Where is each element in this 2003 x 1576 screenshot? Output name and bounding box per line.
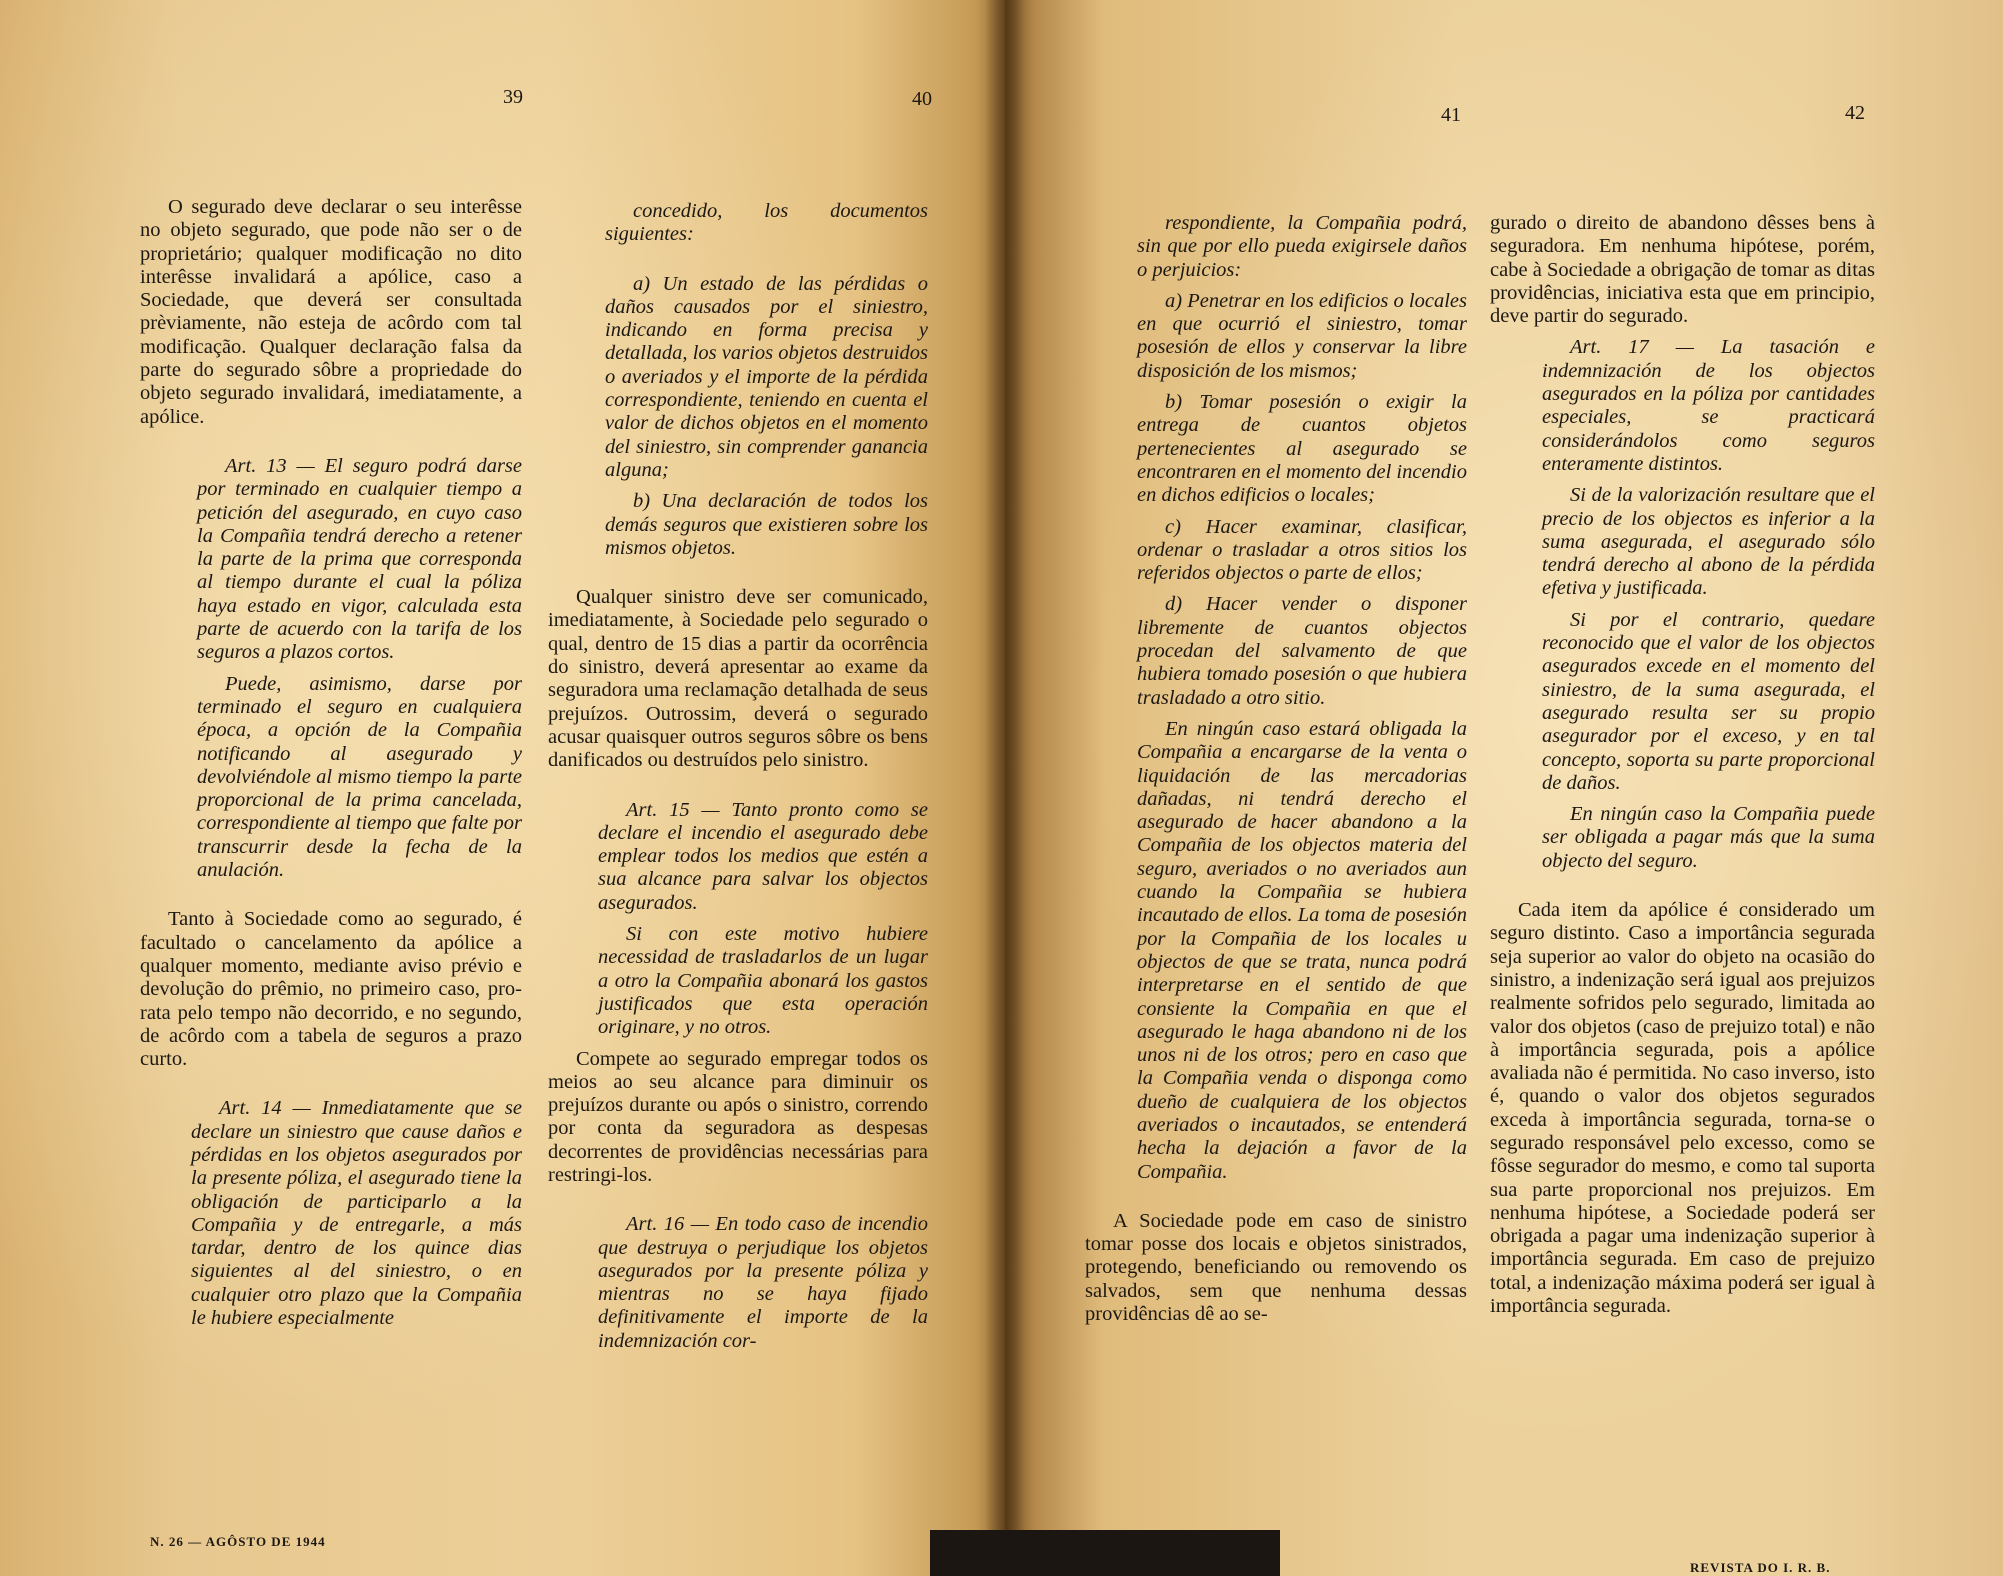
article-16: Art. 16 — En todo caso de incendio que destruya o perjudique los objetos asegurados por la presente póliza y mientras no se haya fijado definitivamente el importe de la indemnización cor- [598, 1213, 928, 1352]
paragraph: Tanto à Sociedade como ao segurado, é facultado o cancelamento da apólice a qualquer momento, mediante aviso prévio e devolução do prêmio, no primeiro caso, pro-rata pelo tempo não decorrido, e no segundo, de acôrdo com a tabela de seguros a prazo curto. [140, 908, 522, 1071]
item-b: b) Una declaración de todos los demás seguros que existieren sobre los mismos objetos. [605, 490, 928, 559]
column-page-42 [1490, 212, 1875, 1326]
paragraph: Qualquer sinistro deve ser comunicado, imediatamente, à Sociedade pelo segurado o qual, dentro de 15 dias a partir da ocorrência do sinistro, deverá apresentar ao exame da seguradora uma reclamação detalhada de seus prejuízos. Outrossim, deverá o segurado acusar quaisquer outros seguros sôbre os bens danificados ou destruídos pelo sinistro. [548, 586, 928, 772]
article-17: Art. 17 — La tasación e indemnización de los objectos asegurados en la póliza por cantidades especiales, se practicará considerándolos como seguros enteramente distintos. [1542, 336, 1875, 475]
paragraph-es: Si de la valorización resultare que el precio de los objectos es inferior a la suma asegurada, el asegurado sólo tendrá derecho al abono de la pérdida efetiva y justificada. [1542, 484, 1875, 600]
spine-shadow [930, 1530, 1280, 1576]
item-c: c) Hacer examinar, clasificar, ordenar o trasladar a otros sitios los referidos objectos o parte de ellos; [1137, 515, 1467, 585]
paragraph-es: En ningún caso estará obligada la Compañia a encargarse de la venta o liquidación de las mercadorias dañadas, ni tendrá derecho el asegurado de hacer abandono a la Compañia de los objectos materia del seguro, averiados o no averiados aun cuando la Compañia se hubiera incautado de ellos. La toma de posesión por la Compañia de los locales u objectos de que se trata, nunca podrá interpretarse en el sentido de que consiente la Compañia en que el asegurado le haga abandono ni de los unos ni de los otros; pero en caso que la Compañia venda o disponga como dueño de cualquiera de los objectos averiados o incautados, se entenderá hecha la dejación a favor de la Compañia. [1137, 717, 1467, 1183]
column-page-39 [140, 196, 522, 1338]
item-d: d) Hacer vender o disponer libremente de cuantos objectos procedan del salvamento de que hubiera tomado posesión o que hubiera trasladado a otro sitio. [1137, 593, 1467, 709]
footer-journal: REVISTA DO I. R. B. [1690, 1560, 1831, 1575]
gutter-shadow [985, 0, 1025, 1576]
paragraph: gurado o direito de abandono dêsses bens à seguradora. Em nenhuma hipótese, porém, cabe à Sociedade a obrigação de tomar as ditas providências, iniciativa esta que em principio, deve partir do segurado. [1490, 212, 1875, 328]
paragraph-es: Puede, asimismo, darse por terminado el seguro en cualquiera época, a opción de la Compañia notificando al asegurado y devolviéndole al mismo tiempo la parte proporcional de la prima cancelada, correspondiente al tiempo que falte por transcurrir desde la fecha de la anulación. [197, 672, 522, 882]
paragraph-es: respondiente, la Compañia podrá, sin que por ello pueda exigirsele daños o perjuicios: [1137, 212, 1467, 281]
page-number-40: 40 [912, 88, 932, 110]
column-page-41 [1085, 212, 1467, 1334]
page-number-41: 41 [1441, 104, 1461, 126]
column-page-40 [548, 200, 928, 1361]
paragraph-es: Si con este motivo hubiere necessidad de trasladarlos de un lugar a otro la Compañia abonará los gastos justificados que esta operación originare, y no otros. [598, 923, 928, 1039]
paragraph: A Sociedade pode em caso de sinistro tomar posse dos locais e objetos sinistrados, protegendo, beneficiando ou removendo os salvados, sem que nenhuma dessas providências dê ao se- [1085, 1209, 1467, 1326]
paragraph-es: concedido, los documentos siguientes: [605, 200, 928, 246]
item-b: b) Tomar posesión o exigir la entrega de cuantos objetos pertenecientes al asegurado se encontraren en el momento del incendio en dichos edificios o locales; [1137, 391, 1467, 507]
footer-issue: N. 26 — AGÔSTO DE 1944 [150, 1534, 326, 1549]
item-a: a) Un estado de las pérdidas o daños causados por el siniestro, indicando en forma precisa y detallada, los varios objetos destruidos o averiados y el importe de la pérdida correspondiente, teniendo en cuenta el valor de dichos objetos en el momento del siniestro, sin comprender ganancia alguna; [605, 272, 928, 481]
item-a: a) Penetrar en los edificios o locales en que ocurrió el siniestro, tomar posesión de ellos y conservar la libre disposición de los mismos; [1137, 289, 1467, 382]
article-13: Art. 13 — El seguro podrá darse por terminado en cualquier tiempo a petición del asegurado, en cuyo caso la Compañia tendrá derecho a retener la parte de la prima que corresponda al tiempo durante el cual la póliza haya estado en vigor, calculada esta parte de acuerdo con la tarifa de los seguros a plazos cortos. [197, 454, 522, 664]
right-page [1005, 0, 2003, 1576]
page-number-42: 42 [1845, 102, 1865, 124]
paragraph: Cada item da apólice é considerado um seguro distinto. Caso a importância segurada seja superior ao valor do objeto na ocasião do sinistro, a indenização será igual aos prejuizos realmente sofridos pelo segurado, limitada ao valor dos objetos (caso de prejuizo total) e não à importância segurada, pois a apólice avaliada não é permitida. No caso inverso, isto é, quando o valor dos objetos segurados exceda à importância segurada, torna-se o segurado responsável pelo excesso, como se fôsse segurador do mesmo, e como tal suporta sua parte proporcional nos prejuizos. Em nenhuma hipótese, a Sociedade poderá ser obrigada a pagar uma indenização superior à importância segurada. Em caso de prejuizo total, a indenização máxima poderá ser igual à importância segurada. [1490, 899, 1875, 1318]
article-14: Art. 14 — Inmediatamente que se declare un siniestro que cause daños e pérdidas en los objetos asegurados por la presente póliza, el asegurado tiene la obligación de participarlo a la Compañia y de entregarle, a más tardar, dentro de los quince dias siguientes al del siniestro, o en cualquier otro plazo que la Compañia le hubiere especialmente [191, 1097, 522, 1330]
article-15: Art. 15 — Tanto pronto como se declare el incendio el asegurado debe emplear todos los medios que estén a sua alcance para salvar los objectos asegurados. [598, 798, 928, 914]
paragraph: Compete ao segurado empregar todos os meios ao seu alcance para diminuir os prejuízos durante ou após o sinistro, correndo por conta da seguradora as despesas decorrentes de providências necessárias para restringi-los. [548, 1047, 928, 1186]
paragraph-es: En ningún caso la Compañia puede ser obligada a pagar más que la suma objecto del seguro. [1542, 803, 1875, 872]
page-number-39: 39 [503, 86, 523, 108]
paragraph-es: Si por el contrario, quedare reconocido que el valor de los objectos asegurados excede en el momento del siniestro, de la suma asegurada, el asegurado resulta ser su propio asegurador por el exceso, y en tal concepto, soporta su parte proporcional de daños. [1542, 608, 1875, 794]
paragraph: O segurado deve declarar o seu interêsse no objeto segurado, que pode não ser o de proprietário; qualquer modificação no dito interêsse invalidará a apólice, caso a Sociedade, que deverá ser consultada prèviamente, não esteja de acôrdo com tal modificação. Qualquer declaração falsa da parte do segurado sôbre a propriedade do objeto segurado invalidará, imediatamente, a apólice. [140, 196, 522, 428]
